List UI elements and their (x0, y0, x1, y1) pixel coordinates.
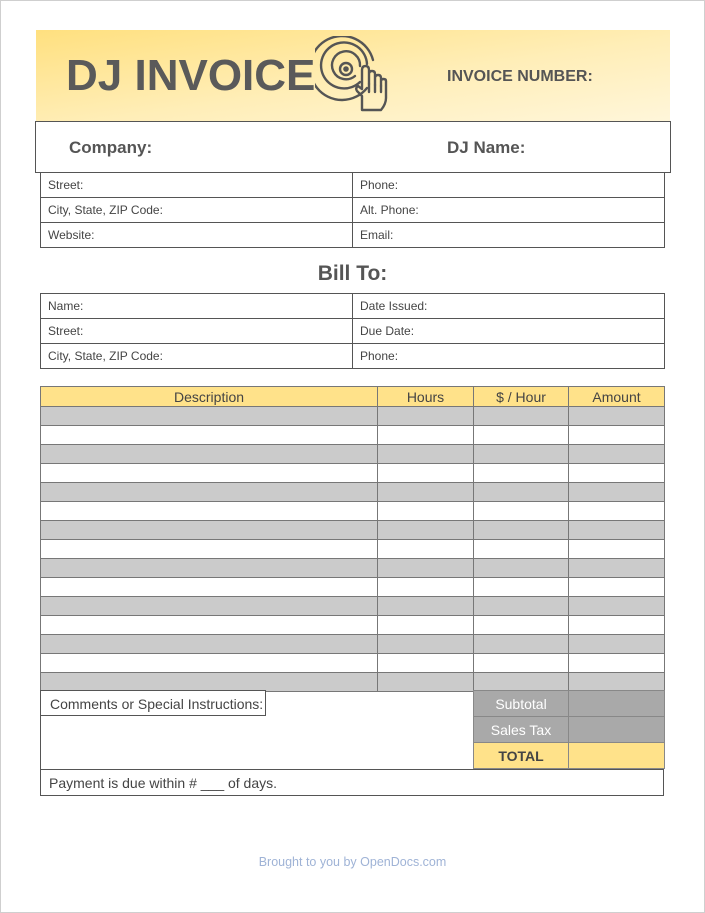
table-row (41, 635, 665, 654)
hours-cell[interactable] (378, 616, 474, 635)
amount-cell[interactable] (569, 559, 665, 578)
hours-cell[interactable] (378, 521, 474, 540)
amount-cell[interactable] (569, 426, 665, 445)
company-email-field[interactable]: Email: (353, 223, 665, 248)
subtotal-label: Subtotal (474, 691, 569, 717)
description-cell[interactable] (41, 654, 378, 673)
invoice-header (36, 30, 670, 122)
table-row (41, 521, 665, 540)
amount-cell[interactable] (569, 578, 665, 597)
hours-cell[interactable] (378, 673, 474, 692)
amount-cell[interactable] (569, 521, 665, 540)
company-row (41, 223, 665, 248)
description-cell[interactable] (41, 578, 378, 597)
company-alt-phone-field[interactable]: Alt. Phone: (353, 198, 665, 223)
bill-to-table (40, 293, 665, 369)
sales-tax-label: Sales Tax (474, 717, 569, 743)
description-cell[interactable] (41, 407, 378, 426)
description-cell[interactable] (41, 540, 378, 559)
hours-cell[interactable] (378, 426, 474, 445)
description-cell[interactable] (41, 673, 378, 692)
amount-cell[interactable] (569, 483, 665, 502)
line-items-table (40, 386, 665, 692)
payment-terms: Payment is due within # ___ of days. (40, 769, 664, 796)
company-row (41, 173, 665, 198)
amount-cell[interactable] (569, 673, 665, 692)
rate-cell[interactable] (474, 407, 569, 426)
description-cell[interactable] (41, 445, 378, 464)
footer-credit[interactable]: Brought to you by OpenDocs.com (258, 855, 447, 869)
rate-cell[interactable] (474, 597, 569, 616)
amount-cell[interactable] (569, 635, 665, 654)
rate-cell[interactable] (474, 578, 569, 597)
table-row (41, 502, 665, 521)
table-row (41, 673, 665, 692)
rate-cell[interactable] (474, 654, 569, 673)
column-rate: $ / Hour (474, 387, 569, 407)
bill-to-name-field[interactable]: Name: (41, 294, 353, 319)
invoice-number-label: INVOICE NUMBER: (447, 68, 593, 85)
vinyl-record-hand-icon (315, 36, 395, 116)
bill-to-row (41, 319, 665, 344)
description-cell[interactable] (41, 521, 378, 540)
column-hours: Hours (378, 387, 474, 407)
company-phone-field[interactable]: Phone: (353, 173, 665, 198)
hours-cell[interactable] (378, 654, 474, 673)
hours-cell[interactable] (378, 540, 474, 559)
bill-to-row (41, 294, 665, 319)
sales-tax-value[interactable] (569, 717, 665, 743)
amount-cell[interactable] (569, 445, 665, 464)
rate-cell[interactable] (474, 445, 569, 464)
column-amount: Amount (569, 387, 665, 407)
description-cell[interactable] (41, 502, 378, 521)
hours-cell[interactable] (378, 445, 474, 464)
description-cell[interactable] (41, 426, 378, 445)
rate-cell[interactable] (474, 540, 569, 559)
table-row (41, 464, 665, 483)
bill-to-row (41, 344, 665, 369)
rate-cell[interactable] (474, 673, 569, 692)
description-cell[interactable] (41, 635, 378, 654)
hours-cell[interactable] (378, 464, 474, 483)
line-items-body (41, 407, 665, 692)
rate-cell[interactable] (474, 616, 569, 635)
bill-to-city-field[interactable]: City, State, ZIP Code: (41, 344, 353, 369)
hours-cell[interactable] (378, 635, 474, 654)
table-row (41, 597, 665, 616)
company-label: Company: (69, 138, 153, 157)
amount-cell[interactable] (569, 597, 665, 616)
table-row (41, 540, 665, 559)
amount-cell[interactable] (569, 502, 665, 521)
table-row (41, 426, 665, 445)
total-row (474, 743, 665, 769)
rate-cell[interactable] (474, 483, 569, 502)
amount-cell[interactable] (569, 540, 665, 559)
subtotal-value[interactable] (569, 691, 665, 717)
rate-cell[interactable] (474, 559, 569, 578)
company-website-field[interactable]: Website: (41, 223, 353, 248)
sales-tax-row (474, 717, 665, 743)
total-value[interactable] (569, 743, 665, 769)
amount-cell[interactable] (569, 616, 665, 635)
description-cell[interactable] (41, 483, 378, 502)
hours-cell[interactable] (378, 502, 474, 521)
amount-cell[interactable] (569, 464, 665, 483)
description-cell[interactable] (41, 616, 378, 635)
company-box (35, 121, 671, 173)
amount-cell[interactable] (569, 407, 665, 426)
column-description: Description (41, 387, 378, 407)
rate-cell[interactable] (474, 521, 569, 540)
rate-cell[interactable] (474, 635, 569, 654)
totals-table (473, 690, 665, 769)
hours-cell[interactable] (378, 578, 474, 597)
hours-cell[interactable] (378, 483, 474, 502)
company-info-table (40, 172, 665, 248)
rate-cell[interactable] (474, 426, 569, 445)
due-date-field[interactable]: Due Date: (353, 319, 665, 344)
table-row (41, 654, 665, 673)
page-title: DJ INVOICE (66, 51, 316, 100)
bill-to-street-field[interactable]: Street: (41, 319, 353, 344)
rate-cell[interactable] (474, 502, 569, 521)
table-row (41, 616, 665, 635)
description-cell[interactable] (41, 597, 378, 616)
table-row (41, 559, 665, 578)
line-items-header (41, 387, 665, 407)
subtotal-row (474, 691, 665, 717)
description-cell[interactable] (41, 464, 378, 483)
total-label: TOTAL (474, 743, 569, 769)
date-issued-field[interactable]: Date Issued: (353, 294, 665, 319)
rate-cell[interactable] (474, 464, 569, 483)
comments-label: Comments or Special Instructions: (40, 690, 266, 716)
table-row (41, 578, 665, 597)
company-row (41, 198, 665, 223)
company-city-field[interactable]: City, State, ZIP Code: (41, 198, 353, 223)
bill-to-phone-field[interactable]: Phone: (353, 344, 665, 369)
bill-to-heading: Bill To: (317, 262, 388, 285)
company-street-field[interactable]: Street: (41, 173, 353, 198)
dj-name-label: DJ Name: (447, 138, 526, 157)
table-row (41, 483, 665, 502)
hours-cell[interactable] (378, 597, 474, 616)
table-row (41, 445, 665, 464)
description-cell[interactable] (41, 559, 378, 578)
hours-cell[interactable] (378, 407, 474, 426)
amount-cell[interactable] (569, 654, 665, 673)
table-row (41, 407, 665, 426)
hours-cell[interactable] (378, 559, 474, 578)
